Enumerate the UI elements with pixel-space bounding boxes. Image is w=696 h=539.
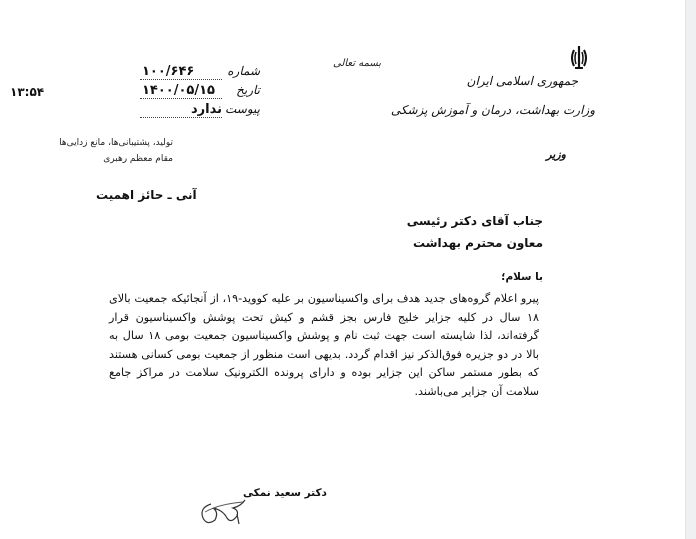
time-stamp: ۱۳:۵۴ [10, 85, 45, 99]
bismillah: بسمه تعالی [333, 58, 382, 69]
attachment-value: ندارد [140, 102, 222, 118]
letterhead-office: وزیر [546, 148, 566, 161]
slogan-line1: تولید، پشتیبانی‌ها، مانع زدایی‌ها [59, 138, 173, 148]
letter-body [109, 290, 539, 402]
letterhead-republic: جمهوری اسلامی ایران [466, 74, 578, 88]
letterhead-ministry: وزارت بهداشت، درمان و آموزش پزشکی [390, 103, 595, 117]
iran-emblem-icon [567, 44, 591, 72]
meta-attachment [140, 102, 260, 118]
body-paragraph: پیرو اعلام گروه‌های جدید هدف برای واکسیناسیون بر علیه کووید-۱۹، از آنجائیکه جمعیت بالای ۱۸ سال در کلیه جزایر خلیج فارس بجز قشم و کیش تحت پوشش واکسیناسیون قرار گرفته‌اند، لذا شایسته است جهت ثبت نام و پوشش واکسیناسیون جمعیت بومی ۱۸ سال به بالا در دو جزیره فوق‌الذکر نیز اقدام گردد. بدیهی است منظور از جمعیت بومی کسانی هستند که بطور مستمر ساکن این جزایر بوده و دارای پرونده الکترونیک سلامت در مراکز جامع سلامت آن جزایر می‌باشند. [109, 292, 539, 398]
viewer-edge [685, 0, 696, 539]
meta-date [140, 83, 260, 99]
slogan-line2: مقام معظم رهبری [103, 154, 173, 164]
number-value: ۱۰۰/۶۴۶ [140, 64, 222, 80]
handwritten-signature-icon [193, 490, 253, 530]
recipient-title: معاون محترم بهداشت [413, 236, 543, 250]
attachment-label: پیوست [225, 102, 260, 116]
signatory-name: دکتر سعید نمکی [243, 487, 327, 499]
priority-label: آنی ـ حائز اهمیت [96, 188, 197, 202]
recipient-name: جناب آقای دکتر رئیسی [406, 214, 543, 228]
greeting: با سلام؛ [501, 271, 543, 283]
meta-number [140, 64, 260, 80]
date-value: ۱۴۰۰/۰۵/۱۵ [140, 83, 222, 99]
number-label: شماره [227, 64, 260, 78]
date-label: تاریخ [236, 83, 260, 97]
